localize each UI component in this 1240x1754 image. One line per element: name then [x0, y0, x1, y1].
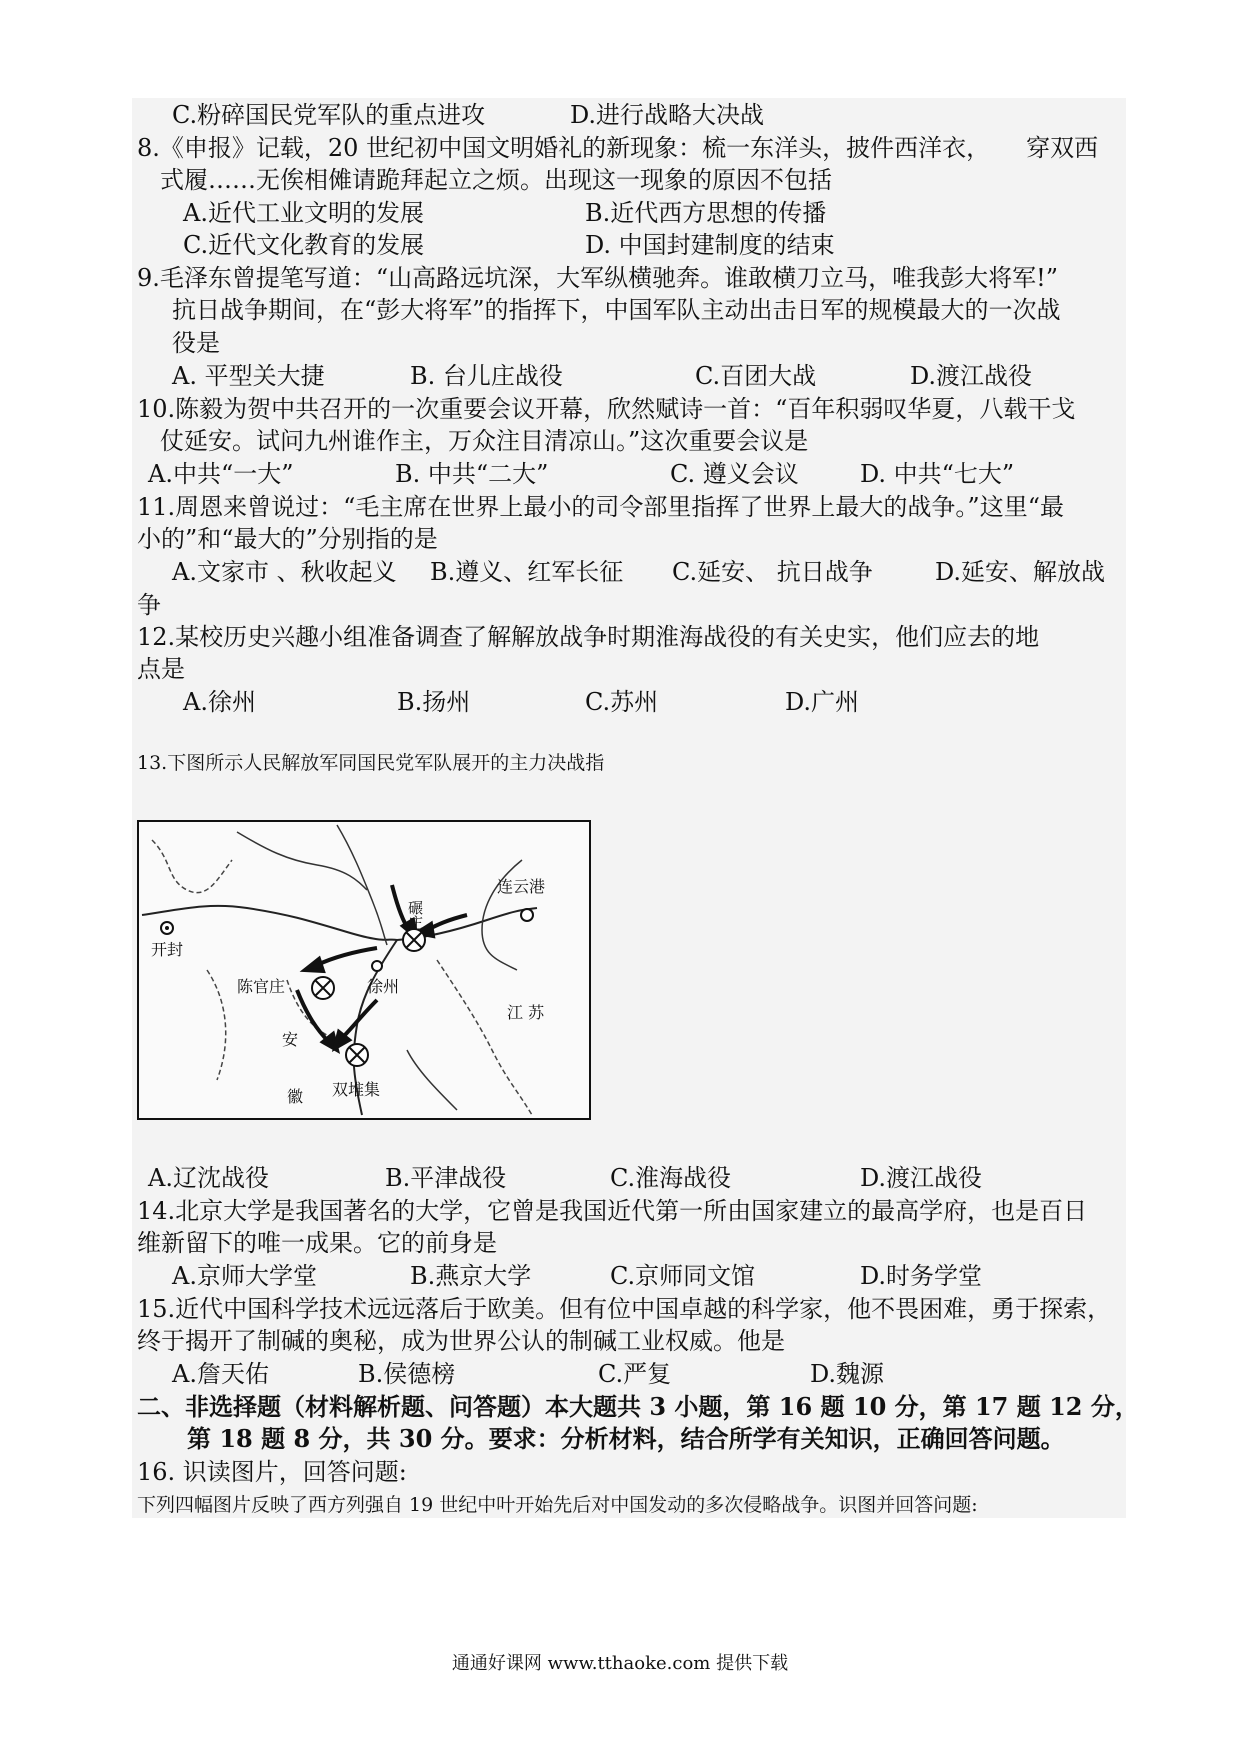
option-d: D.渡江战役 [910, 362, 1033, 390]
q8-stem-1: 8.《申报》记载，20 世纪初中国文明婚礼的新现象：梳一东洋头，披件西洋衣， 穿双西 [137, 134, 1099, 162]
q9-stem-2: 抗日战争期间，在“彭大将军”的指挥下，中国军队主动出击日军的规模最大的一次战 [172, 296, 1061, 324]
q10-stem-1: 10.陈毅为贺中共召开的一次重要会议开幕，欣然赋诗一首：“百年积弱叹华夏，八载干戈 [137, 395, 1076, 423]
option-a: A.近代工业文明的发展 [183, 199, 424, 227]
q11-stem-2: 小的”和“最大的”分别指的是 [137, 525, 438, 553]
option-c: C.淮海战役 [610, 1164, 732, 1192]
q9-stem-3: 役是 [172, 329, 220, 357]
option-c: C.百团大战 [695, 362, 817, 390]
label-lianyungang: 连云港 [497, 877, 546, 896]
q16-title: 16. 识读图片，回答问题: [137, 1458, 407, 1486]
label-kaifeng: 开封 [151, 940, 184, 959]
option-d: D.广州 [785, 688, 860, 716]
option-a: A.徐州 [183, 688, 256, 716]
xuzhou-marker [372, 961, 382, 971]
option-a: A.中共“一大” [148, 460, 294, 488]
q14-stem-2: 维新留下的唯一成果。它的前身是 [137, 1229, 497, 1257]
option-d: D.延安、解放战 [935, 558, 1106, 586]
label-shuangduiji: 双堆集 [332, 1080, 381, 1099]
q14-stem-1: 14.北京大学是我国著名的大学，它曾是我国近代第一所由国家建立的最高学府，也是百日 [137, 1197, 1088, 1225]
label-xuzhou: 徐州 [367, 977, 400, 996]
option-c: C.京师同文馆 [610, 1262, 756, 1290]
option-c: C.严复 [598, 1360, 672, 1388]
lianyungang-marker [521, 909, 533, 921]
option-b: B. 中共“二大” [395, 460, 549, 488]
option-c: C.苏州 [585, 688, 659, 716]
q16-intro: 下列四幅图片反映了西方列强自 19 世纪中叶开始先后对中国发动的多次侵略战争。识图并回答问题: [137, 1494, 978, 1516]
option-b: B.近代西方思想的传播 [585, 199, 827, 227]
q12-stem-2: 点是 [137, 655, 185, 683]
option-a: A.辽沈战役 [148, 1164, 269, 1192]
section-2-heading-1: 二、非选择题（材料解析题、问答题）本大题共 3 小题，第 16 题 10 分，第 17 题 12 分， [137, 1392, 1139, 1421]
q15-stem-2: 终于揭开了制碱的奥秘，成为世界公认的制碱工业权威。他是 [137, 1327, 785, 1355]
q8-stem-2: 式履……无俟相傩请跪拜起立之烦。出现这一现象的原因不包括 [160, 166, 832, 194]
option-c: C.延安、 抗日战争 [672, 558, 873, 586]
option-b: B.遵义、红军长征 [430, 558, 624, 586]
label-nianzhuang: 碾庄 [406, 900, 424, 930]
page-footer: 通通好课网 www.tthaoke.com 提供下载 [451, 1653, 789, 1674]
label-anhui-2: 徽 [287, 1087, 304, 1106]
label-anhui-1: 安 [282, 1030, 299, 1049]
option-c: C.粉碎国民党军队的重点进攻 [172, 101, 486, 129]
option-c: C. 遵义会议 [670, 460, 799, 488]
option-a: A.詹天佑 [172, 1360, 269, 1388]
option-a: A. 平型关大捷 [172, 362, 325, 390]
option-d: D.魏源 [810, 1360, 885, 1388]
huaihai-battle-map [137, 820, 591, 1120]
option-d: D.渡江战役 [860, 1164, 983, 1192]
battle-map-svg [137, 820, 591, 1120]
q10-stem-2: 仗延安。试问九州谁作主，万众注目清凉山。”这次重要会议是 [160, 427, 809, 455]
q15-stem-1: 15.近代中国科学技术远远落后于欧美。但有位中国卓越的科学家，他不畏困难，勇于探索， [137, 1295, 1112, 1323]
q11-continuation: 争 [137, 591, 161, 619]
option-b: B.平津战役 [385, 1164, 507, 1192]
q9-stem-1: 9.毛泽东曾提笔写道：“山高路远坑深，大军纵横驰奔。谁敢横刀立马，唯我彭大将军!” [137, 264, 1059, 292]
option-d: D.时务学堂 [860, 1262, 983, 1290]
label-chenguanzhuang: 陈官庄 [237, 977, 286, 996]
q13-stem: 13.下图所示人民解放军同国民党军队展开的主力决战指 [137, 752, 605, 774]
option-a: A.京师大学堂 [172, 1262, 317, 1290]
option-a: A.文家市 、秋收起义 [172, 558, 397, 586]
q11-stem-1: 11.周恩来曾说过：“毛主席在世界上最小的司令部里指挥了世界上最大的战争。”这里“最 [137, 493, 1064, 521]
option-b: B.扬州 [397, 688, 471, 716]
option-c: C.近代文化教育的发展 [183, 231, 425, 259]
option-d: D. 中共“七大” [860, 460, 1015, 488]
option-b: B. 台儿庄战役 [410, 362, 563, 390]
option-b: B.侯德榜 [358, 1360, 456, 1388]
q12-stem-1: 12.某校历史兴趣小组准备调查了解解放战争时期淮海战役的有关史实，他们应去的地 [137, 623, 1040, 651]
option-b: B.燕京大学 [410, 1262, 532, 1290]
map-frame [138, 821, 590, 1119]
option-d: D. 中国封建制度的结束 [585, 231, 835, 259]
section-2-heading-2: 第 18 题 8 分，共 30 分。要求：分析材料，结合所学有关知识，正确回答问题。 [187, 1424, 1065, 1453]
option-d: D.进行战略大决战 [570, 101, 765, 129]
label-jiangsu: 江 苏 [507, 1003, 545, 1022]
